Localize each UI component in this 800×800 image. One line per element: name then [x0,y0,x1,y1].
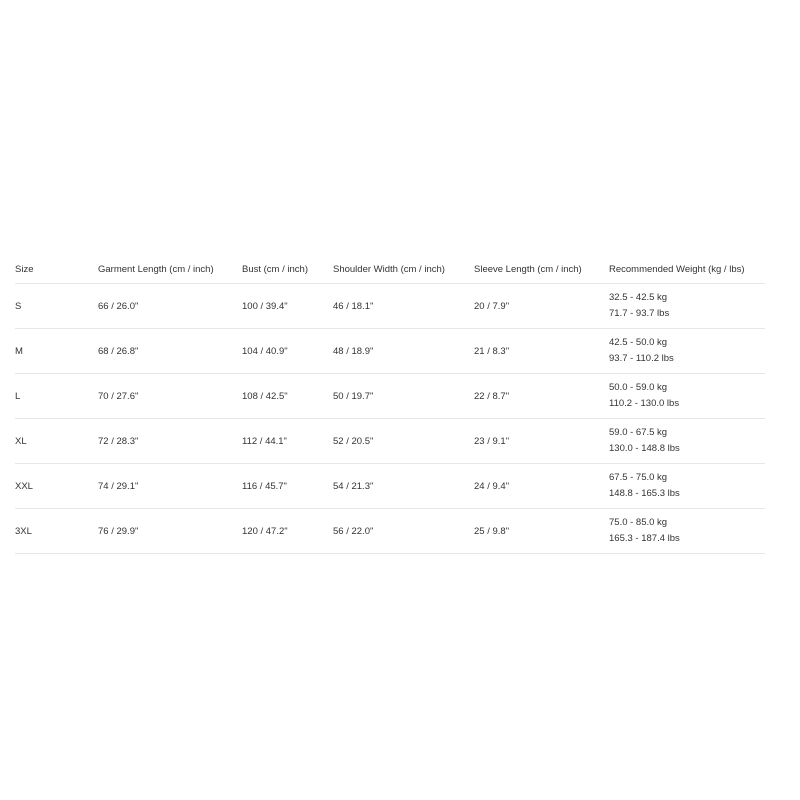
cell-sleeve-length: 25 / 9.8" [474,509,609,554]
cell-recommended-weight [609,374,765,419]
cell-garment-length: 66 / 26.0" [98,284,242,329]
weight-kg: 67.5 - 75.0 kg [609,472,668,483]
cell-sleeve-length: 22 / 8.7" [474,374,609,419]
table-row [15,464,765,509]
weight-lbs: 71.7 - 93.7 lbs [609,308,670,319]
cell-recommended-weight [609,509,765,554]
cell-shoulder-width: 52 / 20.5" [333,419,474,464]
cell-size: S [15,284,98,329]
weight-lbs: 130.0 - 148.8 lbs [609,443,680,454]
header-garment-length: Garment Length (cm / inch) [98,255,242,284]
weight-lbs: 165.3 - 187.4 lbs [609,533,680,544]
header-size: Size [15,255,98,284]
cell-bust: 112 / 44.1" [242,419,333,464]
cell-shoulder-width: 48 / 18.9" [333,329,474,374]
cell-recommended-weight [609,419,765,464]
cell-garment-length: 72 / 28.3" [98,419,242,464]
cell-size: 3XL [15,509,98,554]
table-row [15,284,765,329]
weight-lbs: 148.8 - 165.3 lbs [609,488,680,499]
cell-bust: 116 / 45.7" [242,464,333,509]
header-shoulder-width: Shoulder Width (cm / inch) [333,255,474,284]
weight-kg: 32.5 - 42.5 kg [609,292,668,303]
cell-bust: 104 / 40.9" [242,329,333,374]
table-row [15,419,765,464]
cell-sleeve-length: 20 / 7.9" [474,284,609,329]
table-header-row [15,255,765,284]
cell-recommended-weight [609,464,765,509]
header-bust: Bust (cm / inch) [242,255,333,284]
cell-shoulder-width: 46 / 18.1" [333,284,474,329]
weight-lbs: 93.7 - 110.2 lbs [609,353,674,364]
cell-sleeve-length: 21 / 8.3" [474,329,609,374]
cell-bust: 108 / 42.5" [242,374,333,419]
weight-lbs: 110.2 - 130.0 lbs [609,398,680,409]
cell-shoulder-width: 50 / 19.7" [333,374,474,419]
cell-bust: 100 / 39.4" [242,284,333,329]
weight-kg: 42.5 - 50.0 kg [609,337,668,348]
weight-kg: 59.0 - 67.5 kg [609,427,668,438]
cell-garment-length: 70 / 27.6" [98,374,242,419]
cell-size: XL [15,419,98,464]
weight-kg: 50.0 - 59.0 kg [609,382,668,393]
header-sleeve-length: Sleeve Length (cm / inch) [474,255,609,284]
cell-bust: 120 / 47.2" [242,509,333,554]
cell-size: L [15,374,98,419]
cell-garment-length: 74 / 29.1" [98,464,242,509]
cell-size: XXL [15,464,98,509]
table-row [15,329,765,374]
cell-recommended-weight [609,284,765,329]
cell-garment-length: 76 / 29.9" [98,509,242,554]
weight-kg: 75.0 - 85.0 kg [609,517,668,528]
header-recommended-weight: Recommended Weight (kg / lbs) [609,255,765,284]
cell-sleeve-length: 23 / 9.1" [474,419,609,464]
cell-size: M [15,329,98,374]
cell-shoulder-width: 54 / 21.3" [333,464,474,509]
size-chart-table [15,255,765,554]
cell-sleeve-length: 24 / 9.4" [474,464,609,509]
cell-garment-length: 68 / 26.8" [98,329,242,374]
cell-recommended-weight [609,329,765,374]
table-row [15,374,765,419]
cell-shoulder-width: 56 / 22.0" [333,509,474,554]
table-row [15,509,765,554]
